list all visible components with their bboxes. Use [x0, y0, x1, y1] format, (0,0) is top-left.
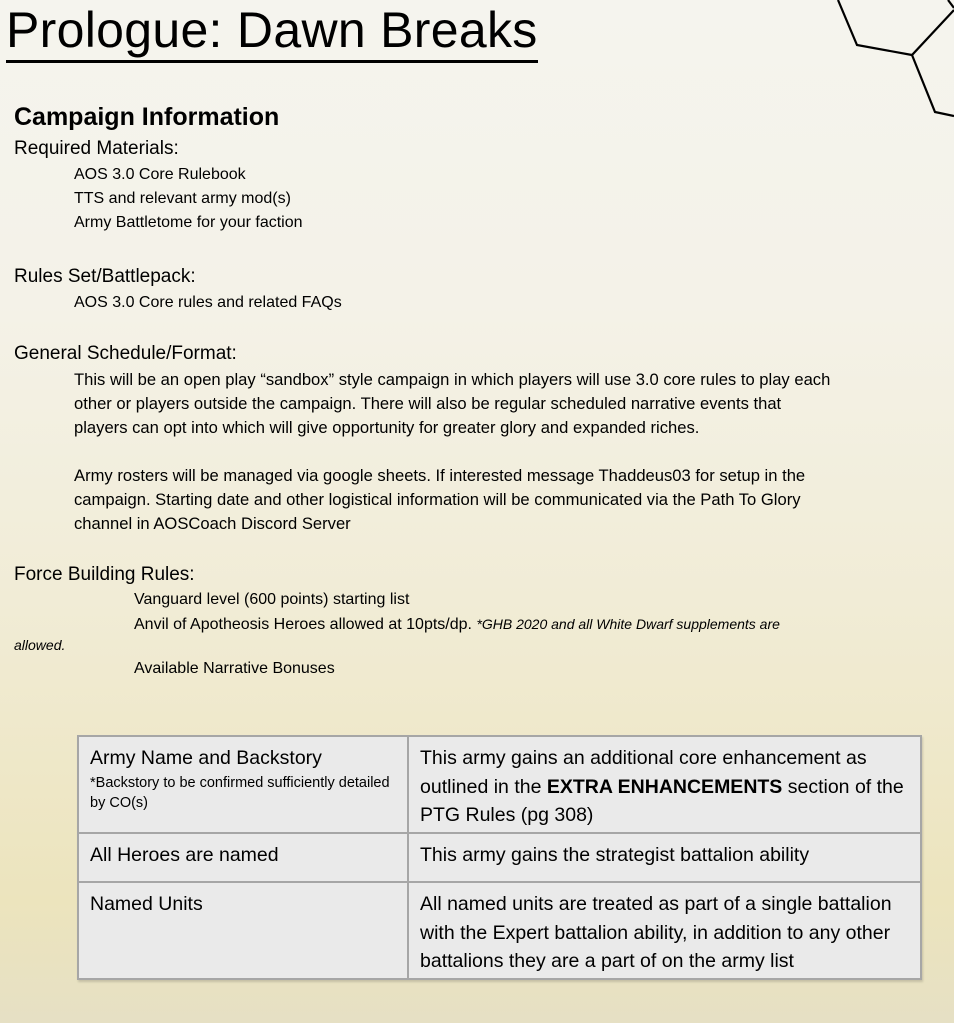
- schedule-line: campaign. Starting date and other logistical information will be communicated via the Path To Glory: [74, 490, 801, 509]
- list-item: Available Narrative Bonuses: [134, 660, 335, 677]
- bonus-condition-note: *Backstory to be confirmed sufficiently detailed by CO(s): [90, 774, 390, 811]
- list-item: TTS and relevant army mod(s): [74, 190, 291, 207]
- bonus-condition: Army Name and Backstory: [90, 747, 322, 769]
- bonus-effect-cell: [408, 736, 921, 833]
- table-row: [78, 882, 921, 979]
- force-rule-note: *GHB 2020 and all White Dwarf supplements are: [476, 616, 780, 632]
- bonus-effect: This army gains the strategist battalion ability: [408, 833, 921, 883]
- schedule-heading: General Schedule/Format:: [14, 343, 237, 364]
- section-title: Campaign Information: [14, 103, 280, 131]
- force-rule-note-wrap: allowed.: [14, 637, 66, 653]
- bonus-condition: Named Units: [78, 882, 408, 979]
- list-item: Vanguard level (600 points) starting list: [134, 591, 410, 608]
- list-item: AOS 3.0 Core rules and related FAQs: [74, 294, 342, 311]
- page-title: Prologue: Dawn Breaks: [6, 0, 538, 63]
- list-item: AOS 3.0 Core Rulebook: [74, 166, 246, 183]
- table-row: [78, 736, 921, 833]
- bonus-condition-cell: [78, 736, 408, 833]
- required-materials-heading: Required Materials:: [14, 138, 179, 159]
- schedule-line: other or players outside the campaign. There will also be regular scheduled narrative events that: [74, 394, 782, 413]
- bonus-effect-text: section of the PTG Rules (pg 308): [420, 775, 904, 826]
- table-row: [78, 833, 921, 883]
- rules-set-heading: Rules Set/Battlepack:: [14, 266, 196, 287]
- schedule-line: Army rosters will be managed via google sheets. If interested message Thaddeus03 for setup in the: [74, 466, 806, 485]
- schedule-line: This will be an open play “sandbox” style campaign in which players will use 3.0 core rules to play each: [74, 370, 831, 389]
- force-rule-text: Anvil of Apotheosis Heroes allowed at 10pts/dp.: [134, 616, 472, 633]
- bonus-condition: All Heroes are named: [78, 833, 408, 883]
- schedule-line: players can opt into which will give opportunity for greater glory and expanded riches.: [74, 418, 700, 437]
- narrative-bonus-table: [77, 735, 922, 980]
- schedule-line: channel in AOSCoach Discord Server: [74, 514, 351, 533]
- list-item: [134, 612, 780, 637]
- bonus-effect-text: This army gains an additional core enhancement as outlined in the: [420, 747, 867, 798]
- bonus-effect-bold: EXTRA ENHANCEMENTS: [546, 775, 783, 798]
- bonus-effect: All named units are treated as part of a single battalion with the Expert battalion ability, in addition to any other battalions they are a part of on the army list: [408, 882, 921, 979]
- list-item: Army Battletome for your faction: [74, 214, 303, 231]
- force-building-heading: Force Building Rules:: [14, 564, 195, 585]
